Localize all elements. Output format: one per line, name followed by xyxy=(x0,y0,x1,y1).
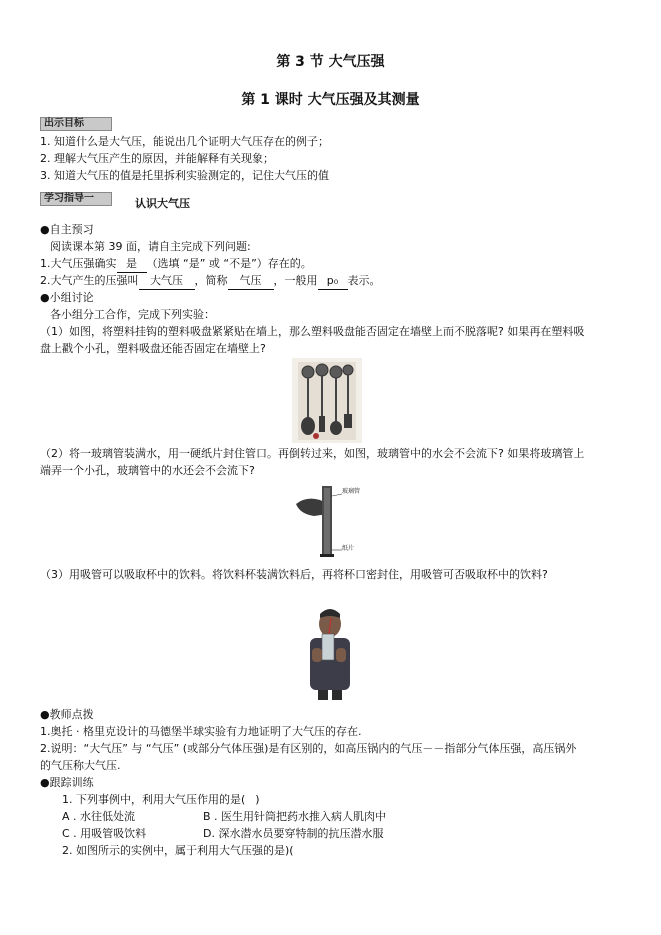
q1-prefix: 1.大气压强确实 xyxy=(40,257,117,270)
preview-q1 xyxy=(40,256,312,273)
option-c: C . 用吸管吸饮料 xyxy=(62,827,147,840)
q2-prefix: 2.大气产生的压强叫 xyxy=(40,274,139,287)
child-drinking-figure xyxy=(302,604,358,702)
goals-tag: 出示目标 xyxy=(40,117,112,131)
practice-q1 xyxy=(62,792,260,808)
teacher-p1: 1.奥托 · 格里克设计的马德堡半球实验有力地证明了大气压的存在. xyxy=(40,725,362,738)
glass-tube-figure xyxy=(292,482,372,560)
discussion-q2b: 端弄一个小孔，玻璃管中的水还会不会流下? xyxy=(40,464,255,477)
practice-q1-text: 1. 下列事例中，利用大气压作用的是( xyxy=(62,793,246,806)
discussion-q1a: （1）如图，将塑料挂钩的塑料吸盘紧紧贴在墙上，那么塑料吸盘能否固定在墙壁上而不脱落呢? 如果再在塑料吸 xyxy=(40,325,585,338)
q1-blank: 是 xyxy=(117,256,147,273)
q2-blank3: p₀ xyxy=(318,273,348,290)
discussion-q3: （3）用吸管可以吸取杯中的饮料。将饮料杯装满饮料后，再将杯口密封住，用吸管可否吸取杯中的饮料? xyxy=(40,568,548,581)
fig2-label-paper: 纸片 xyxy=(342,545,355,552)
guide-tag: 学习指导一 xyxy=(40,192,112,206)
teacher-heading: ● 教师点拨 xyxy=(40,707,94,723)
q1-suffix: （选填 “是” 或 “不是”）存在的。 xyxy=(146,257,312,270)
lesson-title: 第 1 课时 大气压强及其测量 xyxy=(241,92,420,108)
discussion-heading: ● 小组讨论 xyxy=(40,290,94,306)
goal-3: 3. 知道大气压的值是托里拆利实验测定的，记住大气压的值 xyxy=(40,169,329,182)
q2-blank2: 气压 xyxy=(228,273,274,290)
q2-mid2: ，一般用 xyxy=(273,274,318,287)
goal-2: 2. 理解大气压产生的原因，并能解释有关现象； xyxy=(40,152,274,165)
teacher-p2a: 2.说明：“大气压” 与 “气压” (或部分气体压强)是有区别的，如高压锅内的气压－－指部分气体压强，高压锅外 xyxy=(40,742,577,755)
practice-heading: ● 跟踪训练 xyxy=(40,775,94,791)
guide-title: 认识大气压 xyxy=(135,197,190,210)
discussion-q2a: （2）将一玻璃管装满水，用一硬纸片封住管口。再倒转过来，如图，玻璃管中的水会不会流下? 如果将玻璃管上 xyxy=(40,447,585,460)
preview-intro: 阅读课本第 39 面，请自主完成下列问题: xyxy=(50,240,251,253)
goal-1: 1. 知道什么是大气压，能说出几个证明大气压存在的例子； xyxy=(40,135,329,148)
practice-q1-close: ) xyxy=(255,793,260,806)
discussion-intro: 各小组分工合作，完成下列实验： xyxy=(50,308,215,321)
fig2-label-tube: 玻璃管 xyxy=(342,488,361,495)
q2-suffix: 表示。 xyxy=(347,274,381,287)
suction-hook-figure xyxy=(292,358,362,443)
teacher-p2b: 的气压称大气压. xyxy=(40,759,121,772)
option-d: D. 深水潜水员要穿特制的抗压潜水服 xyxy=(203,827,384,840)
option-b: B . 医生用针筒把药水推入病人肌肉中 xyxy=(203,810,387,823)
q2-blank1: 大气压 xyxy=(139,273,195,290)
practice-q2: 2. 如图所示的实例中，属于利用大气压强的是)( xyxy=(62,844,294,857)
preview-heading: ● 自主预习 xyxy=(40,222,94,238)
option-a: A . 水往低处流 xyxy=(62,810,136,823)
section-title: 第 3 节 大气压强 xyxy=(276,54,385,70)
preview-q2 xyxy=(40,273,381,290)
q2-mid: ，简称 xyxy=(194,274,228,287)
discussion-q1b: 盘上戳个小孔，塑料吸盘还能否固定在墙壁上? xyxy=(40,342,266,355)
